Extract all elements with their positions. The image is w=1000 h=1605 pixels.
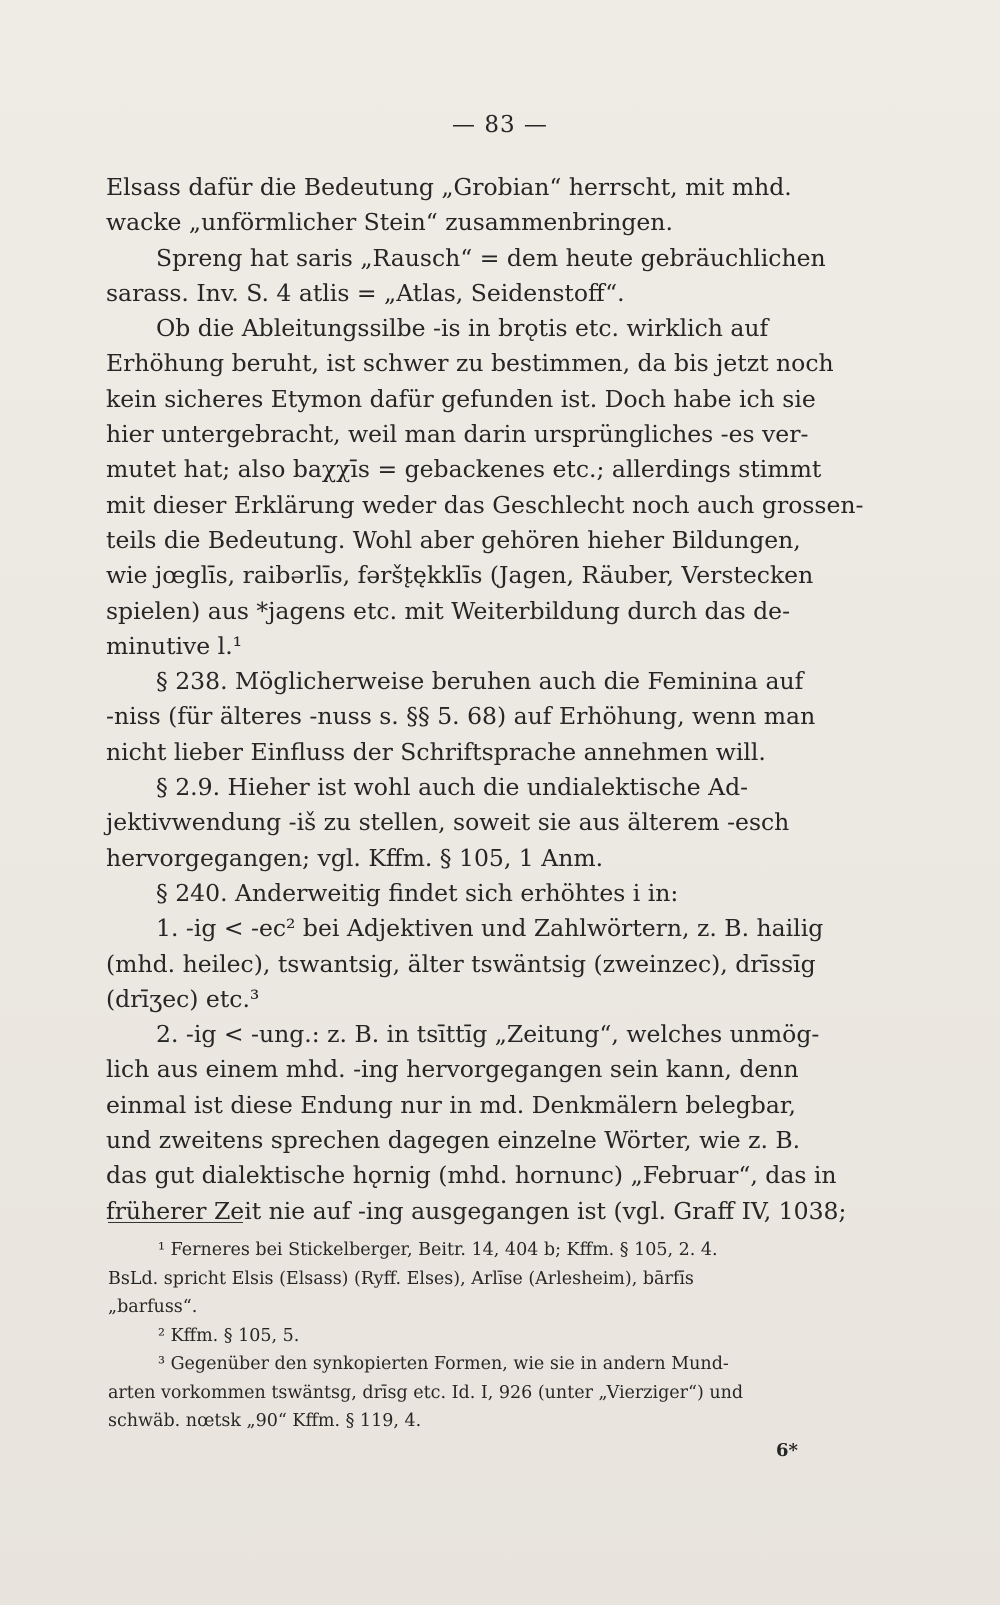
body-line: Elsass dafür die Bedeutung „Grobian“ herrscht, mit mhd. [106, 173, 792, 201]
section-240-line: § 240. Anderweitig findet sich erhöhtes i in: [156, 878, 679, 907]
footnotes [108, 1236, 868, 1436]
list-item-2-line: 2. -ig < -ung.: z. B. in tsīttīg „Zeitung“, welches unmög- [156, 1020, 820, 1049]
body-line: mit dieser Erklärung weder das Geschlecht noch auch grossen- [106, 490, 864, 519]
body-line: und zweitens sprechen dagegen einzelne Wörter, wie z. B. [106, 1126, 801, 1155]
body-line: das gut dialektische hǫrnig (mhd. hornunc) „Februar“, das in [106, 1161, 837, 1190]
body-line: (mhd. heilec), tswantsig, älter tswäntsig (zweinzec), drīssīg [106, 949, 816, 978]
body-line: nicht lieber Einfluss der Schriftsprache annehmen will. [106, 737, 766, 766]
page-number: — 83 — [452, 112, 548, 138]
body-line: einmal ist diese Endung nur in md. Denkmälern belegbar, [106, 1090, 796, 1119]
list-item-1-line: 1. -ig < -ec² bei Adjektiven und Zahlwörtern, z. B. hailig [156, 914, 824, 943]
body-line: lich aus einem mhd. -ing hervorgegangen sein kann, denn [106, 1055, 799, 1084]
footnote-line: BsLd. spricht Elsis (Elsass) (Ryff. Elses), Arlīse (Arlesheim), bārfīs [108, 1268, 694, 1289]
footnote-divider [108, 1222, 243, 1223]
body-line: hier untergebracht, weil man darin ursprüngliches -es ver- [106, 420, 809, 449]
body-line: Ob die Ableitungssilbe -is in brǫtis etc. wirklich auf [156, 314, 769, 343]
body-line: (drīʒec) etc.³ [106, 984, 260, 1013]
body-line: früherer Zeit nie auf -ing ausgegangen ist (vgl. Graff IV, 1038; [106, 1196, 847, 1225]
body-line: spielen) aus *jagens etc. mit Weiterbildung durch das de- [106, 596, 791, 625]
body-line: Erhöhung beruht, ist schwer zu bestimmen, da bis jetzt noch [106, 349, 834, 378]
footnote-2: ² Kffm. § 105, 5. [158, 1325, 300, 1346]
body-line: -niss (für älteres -nuss s. §§ 5. 68) auf Erhöhung, wenn man [106, 702, 816, 731]
body-line: hervorgegangen; vgl. Kffm. § 105, 1 Anm. [106, 843, 604, 872]
footnote-line: arten vorkommen tswäntsg, drīsg etc. Id. I, 926 (unter „Vierziger“) und [108, 1382, 744, 1403]
section-238-line: § 238. Möglicherweise beruhen auch die Feminina auf [156, 667, 804, 696]
body-line: jektivwendung -iš zu stellen, soweit sie aus älterem -esch [106, 808, 790, 837]
footnote-line: schwäb. nœtsk „90“ Kffm. § 119, 4. [108, 1411, 422, 1431]
body-line: wie jœglīs, raibərlīs, fəršt̨ękklīs (Jagen, Räuber, Verstecken [106, 561, 814, 590]
body-line: minutive l.¹ [106, 631, 243, 660]
section-239-line: § 2.9. Hieher ist wohl auch die undialektische Ad- [156, 773, 749, 802]
footnote-3: ³ Gegenüber den synkopierten Formen, wie sie in andern Mund- [158, 1354, 729, 1374]
body-line: wacke „unförmlicher Stein“ zusammenbringen. [106, 208, 673, 237]
body-line: mutet hat; also baχχīs = gebackenes etc.; allerdings stimmt [106, 455, 822, 484]
signature-mark: 6* [776, 1440, 798, 1461]
body-line: kein sicheres Etymon dafür gefunden ist. Doch habe ich sie [106, 384, 816, 413]
footnote-line: „barfuss“. [108, 1297, 198, 1317]
body-line: teils die Bedeutung. Wohl aber gehören hieher Bildungen, [106, 525, 801, 554]
footnote-1: ¹ Ferneres bei Stickelberger, Beitr. 14, 404 b; Kffm. § 105, 2. 4. [158, 1240, 718, 1260]
body-line: Spreng hat saris „Rausch“ = dem heute gebräuchlichen [156, 243, 826, 272]
body-text [106, 170, 864, 1229]
body-line: sarass. Inv. S. 4 atlis = „Atlas, Seidenstoff“. [106, 278, 625, 307]
